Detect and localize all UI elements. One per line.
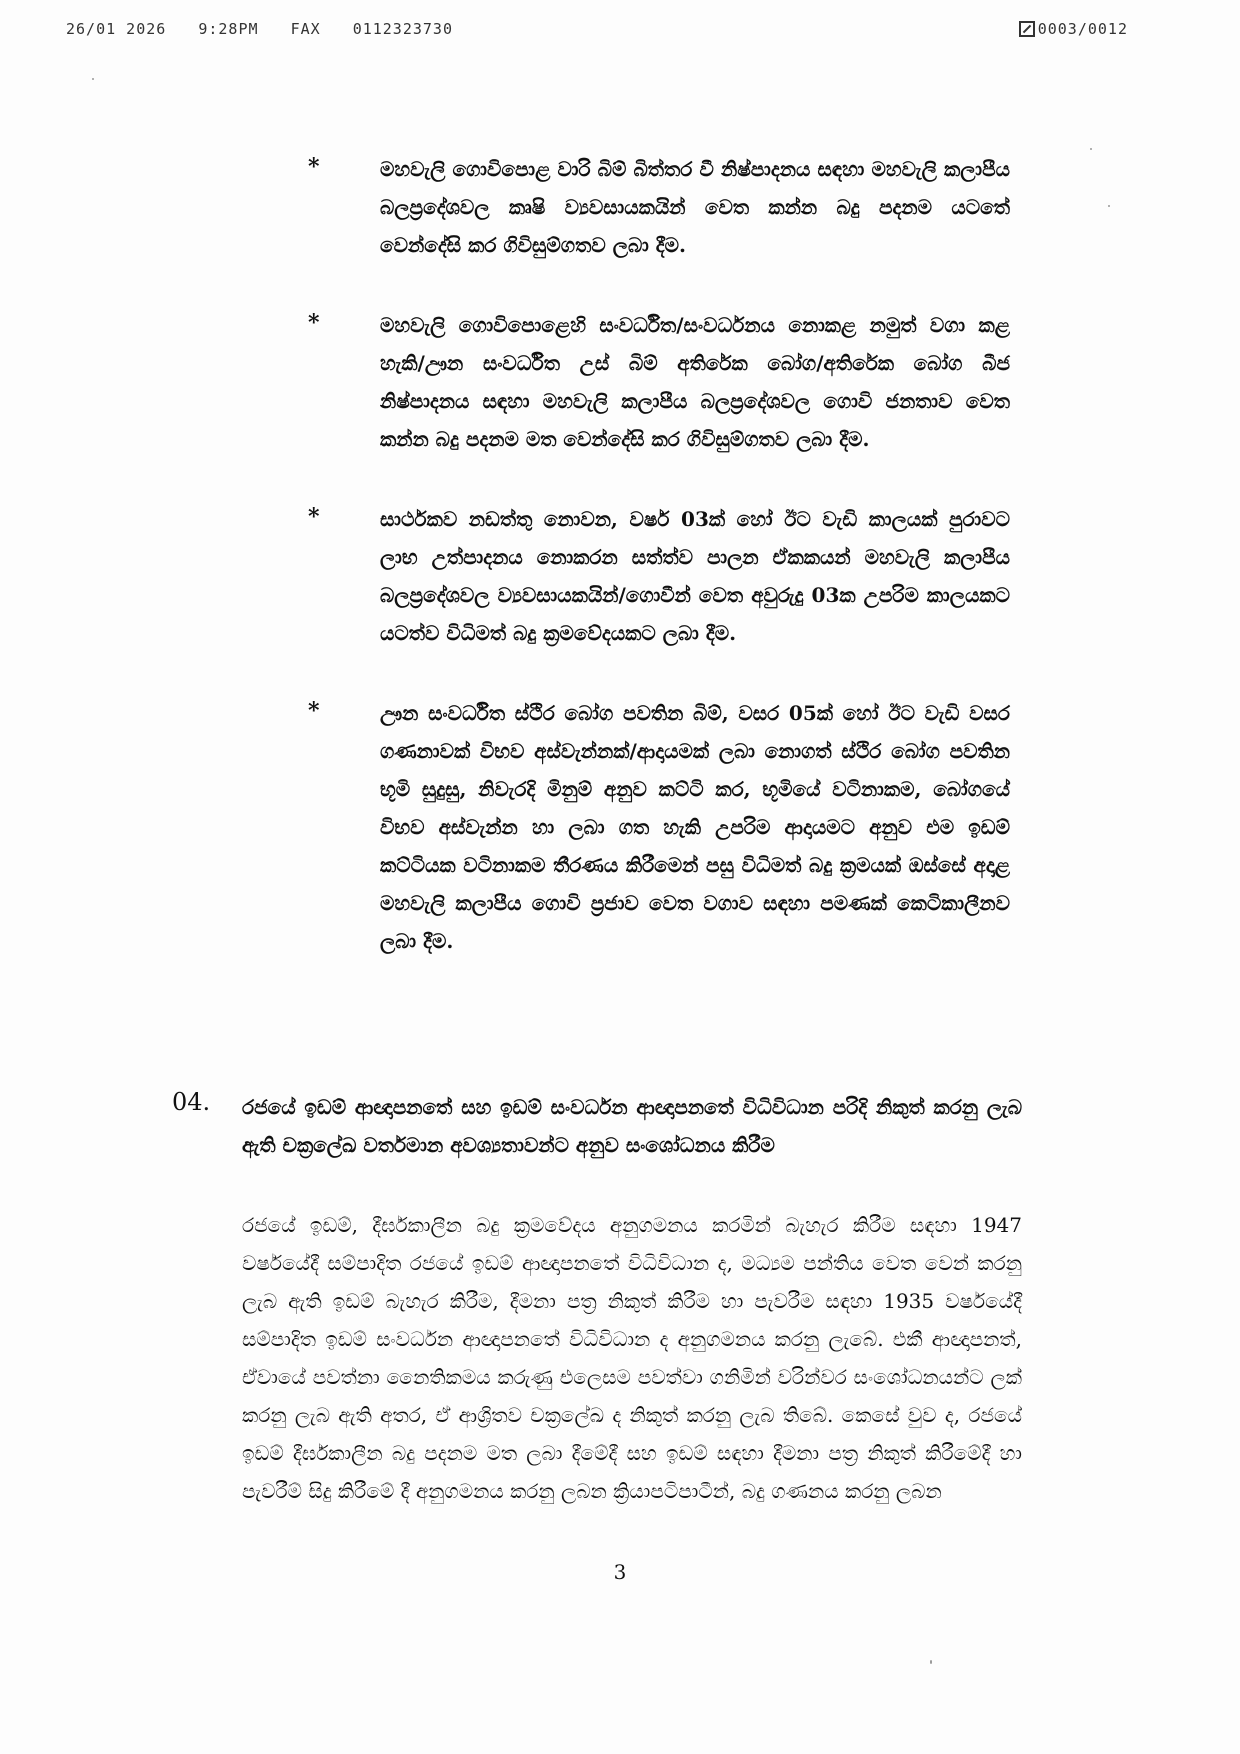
fax-time: 9:28PM <box>198 20 259 38</box>
bullet-item <box>310 150 1010 264</box>
fax-header-right <box>1019 20 1128 38</box>
fax-date: 26/01 2026 <box>66 20 167 38</box>
bullet-text: ඌන සංවර්ධිත ස්ථිර බෝග පවතින බිම්, වසර 05ක් හෝ ඊට වැඩි වසර ගණනාවක් විභව අස්වැන්නක්/ආදායමක් ලබා නොගත් ස්ථිර බෝග පවතින භූමි සුදුසු, නිවැරදි මිනුම් අනුව කට්ටි කර, භූමියේ වටිනාකම, බෝගයේ විභව අස්වැන්න හා ලබා ගත හැකි උපරිම ආදායමට අනුව එම ඉඩම් කට්ටියක වටිනාකම තීරණය කිරීමෙන් පසු විධිමත් බදු ක්‍රමයක් ඔස්සේ අදාළ මහවැලි කලාපීය ගොවි ප්‍රජාව වෙත වගාව සඳහා පමණක් කෙටිකාලීනව ලබා දීම. <box>380 701 1010 953</box>
fax-page-counter: 0003/0012 <box>1037 20 1128 38</box>
scan-speck <box>1108 205 1110 207</box>
section-04 <box>172 1088 1022 1510</box>
bullet-text: මහවැලි ගොවිපොළෙහි සංවර්ධිත/සංවර්ධනය නොකළ නමුත් වගා කළ හැකි/ඌන සංවර්ධිත උස් බිම් අතිරේක බෝග/අතිරේක බෝග බීජ නිෂ්පාදනය සඳහා මහවැලි කලාපීය බලප්‍රදේශවල ගොවි ජනතාව වෙත කන්න බදු පදනම මත වෙන්දේසි කර ගිවිසුම්ගතව ලබා දීම. <box>380 313 1010 451</box>
bullet-marker: * <box>308 698 320 724</box>
fax-header <box>66 20 1128 42</box>
section-title: රජයේ ඉඩම් ආඥාපනතේ සහ ඉඩම් සංවර්ධන ආඥාපනතේ විධිවිධාන පරිදි නිකුත් කරනු ලැබ ඇති චක්‍රලේඛ වර්තමාන අවශ්‍යතාවන්ට අනුව සංශෝධනය කිරීම <box>242 1095 1022 1157</box>
fax-page-icon <box>1019 21 1035 37</box>
bullet-text: මහවැලි ගොවිපොළ වාරි බිම් බිත්තර වී නිෂ්පාදනය සඳහා මහවැලි කලාපීය බලප්‍රදේශවල කෘෂි ව්‍යවසායකයින් වෙත කන්න බදු පදනම යටතේ වෙන්දේසි කර ගිවිසුම්ගතව ලබා දීම. <box>380 157 1010 257</box>
scan-speck <box>930 1660 932 1664</box>
bullet-marker: * <box>308 504 320 530</box>
bullet-item <box>310 306 1010 458</box>
scan-speck <box>1090 148 1092 150</box>
bullet-item <box>310 694 1010 960</box>
fax-label: FAX <box>290 20 321 38</box>
bullet-text: සාර්ථකව නඩත්තු නොවන, වර්ෂ 03ක් හෝ ඊට වැඩි කාලයක් පුරාවට ලාභ උත්පාදනය නොකරන සත්ත්ව පාලන ඒකකයන් මහවැලි කලාපීය බලප්‍රදේශවල ව්‍යවසායකයින්/ගොවීන් වෙත අවුරුදු 03ක උපරිම කාලයකට යටත්ව විධිමත් බදු ක්‍රමවේදයකට ලබා දීම. <box>380 507 1010 645</box>
section-number: 04. <box>172 1088 211 1116</box>
section-body: රජයේ ඉඩම්, දීර්ඝකාලීන බදු ක්‍රමවේදය අනුගමනය කරමින් බැහැර කිරීම සඳහා 1947 වර්ෂයේදී සම්පාදිත රජයේ ඉඩම් ආඥාපනතේ විධිවිධාන ද, මධ්‍යම පන්තිය වෙත වෙන් කරනු ලැබ ඇති ඉඩම් බැහැර කිරීම, දීමනා පත්‍ර නිකුත් කිරීම හා පැවරීම සඳහා 1935 වර්ෂයේදී සම්පාදිත ඉඩම් සංවර්ධන ආඥාපනතේ විධිවිධාන ද අනුගමනය කරනු ලැබේ. එකී ආඥාපනත්, ඒවායේ පවත්නා නෛතිකමය කරුණු එලෙසම පවත්වා ගනිමින් වරින්වර සංශෝධනයන්ට ලක් කරනු ලැබ ඇති අතර, ඒ ආශ්‍රිතව චක්‍රලේඛ ද නිකුත් කරනු ලැබ තිබේ. කෙසේ වුව ද, රජයේ ඉඩම් දීර්ඝකාලීන බදු පදනම මත ලබා දීමේදී සහ ඉඩම් සඳහා දීමනා පත්‍ර නිකුත් කිරීමේදී හා පැවරීම් සිදු කිරීමේ දී අනුගමනය කරනු ලබන ක්‍රියාපටිපාටීන්, බදු ගණනය කරනු ලබන <box>242 1213 1022 1503</box>
fax-number: 0112323730 <box>352 20 453 38</box>
page-number: 3 <box>613 1560 627 1584</box>
scan-speck <box>92 78 94 80</box>
bullet-list <box>310 150 1010 1002</box>
fax-header-left <box>66 20 475 38</box>
bullet-item <box>310 500 1010 652</box>
bullet-marker: * <box>308 154 320 180</box>
bullet-marker: * <box>308 310 320 336</box>
